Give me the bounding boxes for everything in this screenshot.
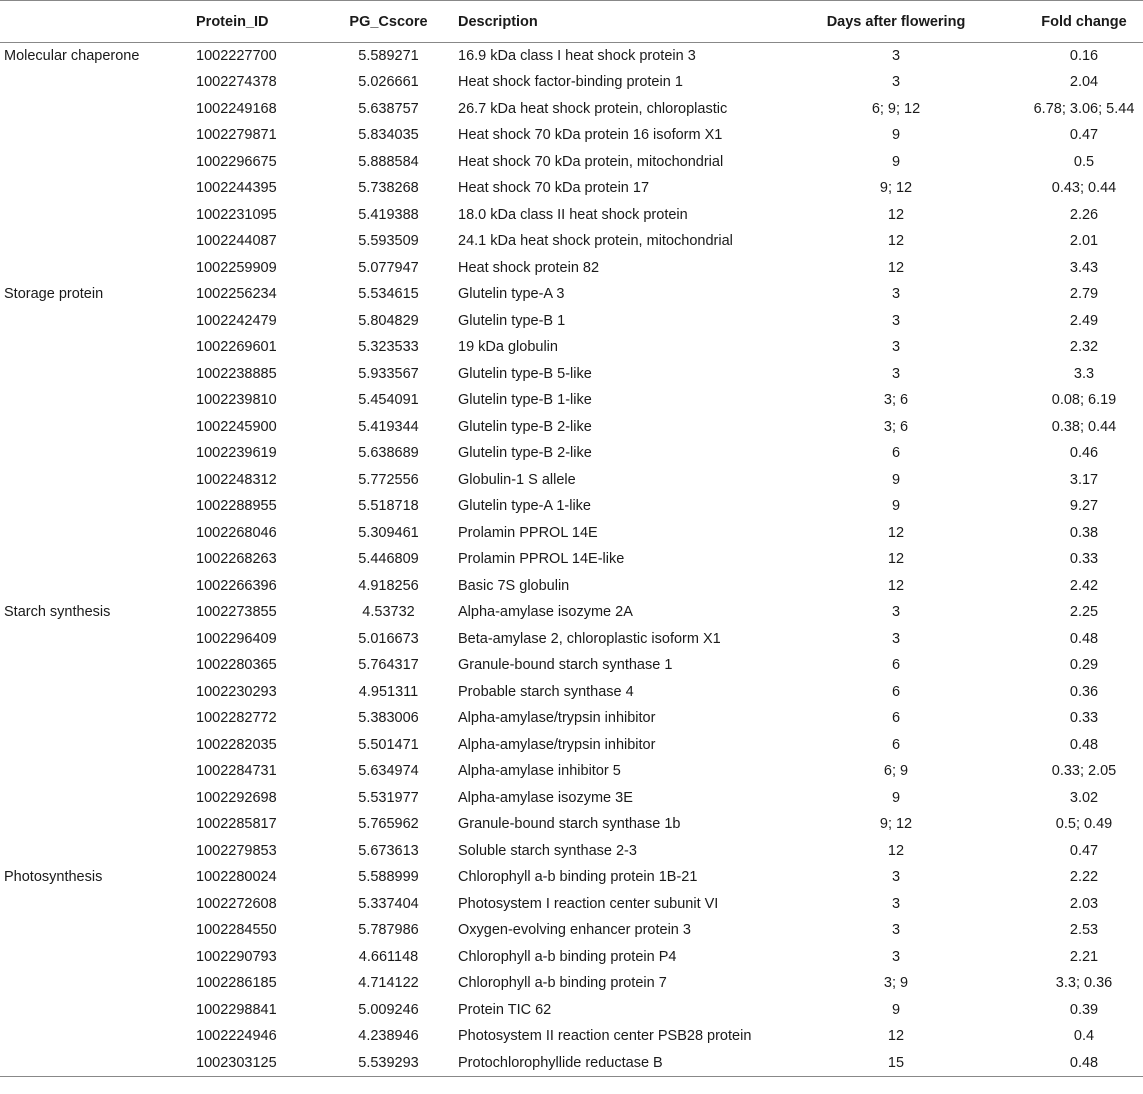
- row-protein-id: 1002272608: [196, 895, 277, 912]
- row-category: [0, 705, 196, 732]
- row-category: [0, 440, 196, 467]
- row-days-after-flowering: 6: [891, 710, 901, 727]
- row-pg-cscore: 5.446809: [358, 551, 419, 568]
- row-fold-change: 0.46: [1069, 445, 1099, 462]
- table-row: [0, 281, 1143, 308]
- row-protein-id: 1002279853: [196, 842, 277, 859]
- row-category: [0, 997, 196, 1024]
- row-description: Protein TIC 62: [458, 1001, 552, 1018]
- table-row: [0, 811, 1143, 838]
- row-category: [0, 255, 196, 282]
- row-protein-id: 1002231095: [196, 206, 277, 223]
- row-days-after-flowering: 3: [891, 922, 901, 939]
- row-pg-cscore: 5.077947: [358, 259, 419, 276]
- row-description: 19 kDa globulin: [458, 339, 558, 356]
- row-category: [0, 493, 196, 520]
- row-pg-cscore: 5.016673: [358, 630, 419, 647]
- row-category: [0, 970, 196, 997]
- row-protein-id: 1002274378: [196, 74, 277, 91]
- row-days-after-flowering: 3: [891, 312, 901, 329]
- table-row: [0, 361, 1143, 388]
- row-days-after-flowering: 9: [891, 789, 901, 806]
- row-category: [0, 1050, 196, 1077]
- row-protein-id: 1002288955: [196, 498, 277, 515]
- table-row: [0, 122, 1143, 149]
- row-days-after-flowering: 12: [887, 259, 905, 276]
- table-row: [0, 440, 1143, 467]
- row-category: Molecular chaperone: [4, 48, 140, 64]
- row-category: [0, 944, 196, 971]
- row-days-after-flowering: 3: [891, 869, 901, 886]
- row-description: Chlorophyll a-b binding protein P4: [458, 948, 677, 965]
- row-fold-change: 0.38; 0.44: [1051, 418, 1117, 435]
- row-pg-cscore: 5.026661: [358, 74, 419, 91]
- row-protein-id: 1002266396: [196, 577, 277, 594]
- row-fold-change: 3.3; 0.36: [1055, 975, 1113, 992]
- row-description: Globulin-1 S allele: [458, 471, 576, 488]
- row-days-after-flowering: 6; 9; 12: [871, 100, 921, 117]
- row-days-after-flowering: 6: [891, 445, 901, 462]
- row-category: [0, 1023, 196, 1050]
- row-pg-cscore: 5.764317: [358, 657, 419, 674]
- row-protein-id: 1002282772: [196, 710, 277, 727]
- row-protein-id: 1002296409: [196, 630, 277, 647]
- row-description: 24.1 kDa heat shock protein, mitochondrial: [458, 233, 733, 250]
- table-row: [0, 69, 1143, 96]
- row-description: Probable starch synthase 4: [458, 683, 634, 700]
- row-protein-id: 1002282035: [196, 736, 277, 753]
- row-category: [0, 520, 196, 547]
- row-protein-id: 1002280365: [196, 657, 277, 674]
- row-fold-change: 0.43; 0.44: [1051, 180, 1117, 197]
- table-row: [0, 43, 1143, 70]
- row-category: [0, 758, 196, 785]
- row-category: [0, 785, 196, 812]
- row-pg-cscore: 4.951311: [358, 683, 419, 700]
- row-days-after-flowering: 6; 9: [883, 763, 909, 780]
- row-fold-change: 2.03: [1069, 895, 1099, 912]
- row-days-after-flowering: 12: [887, 233, 905, 250]
- row-pg-cscore: 5.518718: [358, 498, 419, 515]
- row-fold-change: 2.25: [1069, 604, 1099, 621]
- row-pg-cscore: 5.534615: [358, 286, 419, 303]
- row-fold-change: 2.32: [1069, 339, 1099, 356]
- row-fold-change: 0.48: [989, 1050, 1143, 1077]
- row-fold-change: 0.33: [1069, 710, 1099, 727]
- row-description: Heat shock 70 kDa protein, mitochondrial: [458, 153, 724, 170]
- row-category: [0, 732, 196, 759]
- row-pg-cscore: 5.638757: [358, 100, 419, 117]
- row-protein-id: 1002248312: [196, 471, 277, 488]
- row-protein-id: 1002290793: [196, 948, 277, 965]
- row-description: Photosystem II reaction center PSB28 protein: [458, 1028, 752, 1045]
- row-pg-cscore: 5.787986: [358, 922, 419, 939]
- row-pg-cscore: 5.673613: [358, 842, 419, 859]
- row-days-after-flowering: 12: [887, 1028, 905, 1045]
- row-description: Photosystem I reaction center subunit VI: [458, 895, 719, 912]
- row-category: Storage protein: [4, 286, 104, 303]
- row-description: Heat shock protein 82: [458, 259, 600, 276]
- row-description: Heat shock 70 kDa protein 16 isoform X1: [458, 127, 723, 144]
- table-row: [0, 732, 1143, 759]
- header-protein-id: Protein_ID: [196, 1, 319, 43]
- row-pg-cscore: 5.888584: [358, 153, 419, 170]
- table-body: [0, 43, 1143, 1077]
- row-description: Prolamin PPROL 14E-like: [458, 551, 625, 568]
- row-description: Heat shock 70 kDa protein 17: [458, 180, 650, 197]
- table-row: [0, 864, 1143, 891]
- row-pg-cscore: 4.53732: [362, 604, 415, 621]
- row-fold-change: 0.29: [1069, 657, 1099, 674]
- row-days-after-flowering: 3: [891, 365, 901, 382]
- row-days-after-flowering: 3: [891, 339, 901, 356]
- table-row: [0, 387, 1143, 414]
- table-row: [0, 149, 1143, 176]
- row-protein-id: 1002259909: [196, 259, 277, 276]
- row-fold-change: 2.21: [1069, 948, 1099, 965]
- row-pg-cscore: 5.738268: [358, 180, 419, 197]
- table-row: [0, 917, 1143, 944]
- row-description: Alpha-amylase isozyme 3E: [458, 789, 633, 806]
- row-pg-cscore: 4.714122: [358, 975, 419, 992]
- row-fold-change: 9.27: [1069, 498, 1099, 515]
- row-pg-cscore: 5.834035: [358, 127, 419, 144]
- table-row: [0, 599, 1143, 626]
- row-protein-id: 1002273855: [196, 604, 277, 621]
- row-protein-id: 1002268046: [196, 524, 277, 541]
- table-row: [0, 679, 1143, 706]
- row-fold-change: 3.17: [1069, 471, 1099, 488]
- table-row: [0, 573, 1143, 600]
- row-days-after-flowering: 6: [891, 683, 901, 700]
- row-pg-cscore: 5.933567: [358, 365, 419, 382]
- row-protein-id: 1002244087: [196, 233, 277, 250]
- table-row: [0, 334, 1143, 361]
- row-protein-id: 1002224946: [196, 1028, 277, 1045]
- row-protein-id: 1002256234: [196, 286, 277, 303]
- row-protein-id: 1002284550: [196, 922, 277, 939]
- table-row: [0, 467, 1143, 494]
- table-row: [0, 202, 1143, 229]
- row-protein-id: 1002238885: [196, 365, 277, 382]
- row-category: [0, 122, 196, 149]
- row-days-after-flowering: 3: [891, 948, 901, 965]
- header-row: [0, 1, 1143, 43]
- row-days-after-flowering: 9: [891, 498, 901, 515]
- header-category: [0, 1, 196, 43]
- table-row: [0, 626, 1143, 653]
- row-protein-id: 1002244395: [196, 180, 277, 197]
- table-row: [0, 493, 1143, 520]
- row-description: Protochlorophyllide reductase B: [458, 1050, 803, 1077]
- row-description: Alpha-amylase/trypsin inhibitor: [458, 736, 656, 753]
- table-row: [0, 970, 1143, 997]
- row-pg-cscore: 5.589271: [358, 48, 419, 64]
- row-days-after-flowering: 3; 9: [883, 975, 909, 992]
- row-category: [0, 917, 196, 944]
- row-pg-cscore: 5.588999: [358, 869, 419, 886]
- row-protein-id: 1002285817: [196, 816, 277, 833]
- row-description: Glutelin type-B 2-like: [458, 418, 592, 435]
- row-protein-id: 1002286185: [196, 975, 277, 992]
- row-fold-change: 2.26: [1069, 206, 1099, 223]
- row-days-after-flowering: 12: [887, 842, 905, 859]
- row-pg-cscore: 5.765962: [358, 816, 419, 833]
- row-protein-id: 1002239810: [196, 392, 277, 409]
- table-row: [0, 520, 1143, 547]
- row-pg-cscore: 4.238946: [358, 1028, 419, 1045]
- row-days-after-flowering: 3: [891, 286, 901, 303]
- table-row: [0, 705, 1143, 732]
- row-description: Glutelin type-A 1-like: [458, 498, 591, 515]
- row-protein-id: 1002298841: [196, 1001, 277, 1018]
- table-row: [0, 652, 1143, 679]
- row-category: [0, 69, 196, 96]
- row-description: Beta-amylase 2, chloroplastic isoform X1: [458, 630, 721, 647]
- row-category: [0, 175, 196, 202]
- row-description: Heat shock factor-binding protein 1: [458, 74, 683, 91]
- table-row: [0, 758, 1143, 785]
- table-row: [0, 175, 1143, 202]
- row-pg-cscore: 5.634974: [358, 763, 419, 780]
- row-category: [0, 546, 196, 573]
- row-category: [0, 891, 196, 918]
- row-pg-cscore: 5.323533: [358, 339, 419, 356]
- row-days-after-flowering: 3: [891, 895, 901, 912]
- row-protein-id: 1002292698: [196, 789, 277, 806]
- row-category: [0, 149, 196, 176]
- row-pg-cscore: 5.419344: [358, 418, 419, 435]
- row-category: [0, 626, 196, 653]
- row-fold-change: 0.08; 6.19: [1051, 392, 1117, 409]
- row-category: [0, 652, 196, 679]
- row-fold-change: 0.48: [1069, 630, 1099, 647]
- row-days-after-flowering: 15: [803, 1050, 989, 1077]
- row-category: [0, 387, 196, 414]
- row-category: [0, 414, 196, 441]
- table-row: [0, 228, 1143, 255]
- row-description: 26.7 kDa heat shock protein, chloroplastic: [458, 100, 728, 117]
- header-pg-cscore: PG_Cscore: [319, 1, 458, 43]
- row-protein-id: 1002284731: [196, 763, 277, 780]
- row-protein-id: 1002239619: [196, 445, 277, 462]
- header-description: Description: [458, 1, 803, 43]
- row-days-after-flowering: 6: [891, 736, 901, 753]
- row-pg-cscore: 5.009246: [358, 1001, 419, 1018]
- row-category: [0, 811, 196, 838]
- row-description: Soluble starch synthase 2-3: [458, 842, 637, 859]
- row-fold-change: 0.47: [1069, 842, 1099, 859]
- row-description: Alpha-amylase inhibitor 5: [458, 763, 621, 780]
- table-row: [0, 255, 1143, 282]
- row-days-after-flowering: 12: [887, 577, 905, 594]
- row-pg-cscore: 5.772556: [358, 471, 419, 488]
- row-days-after-flowering: 3: [891, 48, 901, 64]
- row-fold-change: 3.02: [1069, 789, 1099, 806]
- row-fold-change: 2.53: [1069, 922, 1099, 939]
- row-description: Chlorophyll a-b binding protein 7: [458, 975, 667, 992]
- table-row: [0, 308, 1143, 335]
- row-pg-cscore: 5.539293: [319, 1050, 458, 1077]
- row-fold-change: 0.5: [1073, 153, 1095, 170]
- row-description: Glutelin type-A 3: [458, 286, 565, 303]
- row-pg-cscore: 5.309461: [358, 524, 419, 541]
- table-row: [0, 414, 1143, 441]
- row-pg-cscore: 5.531977: [358, 789, 419, 806]
- table-row: [0, 1023, 1143, 1050]
- row-fold-change: 0.36: [1069, 683, 1099, 700]
- row-pg-cscore: 5.593509: [358, 233, 419, 250]
- row-days-after-flowering: 3; 6: [883, 418, 909, 435]
- row-protein-id: 1002269601: [196, 339, 277, 356]
- row-fold-change: 0.48: [1069, 736, 1099, 753]
- row-days-after-flowering: 12: [887, 524, 905, 541]
- row-description: Prolamin PPROL 14E: [458, 524, 598, 541]
- row-fold-change: 2.79: [1069, 286, 1099, 303]
- table-row: [0, 96, 1143, 123]
- row-pg-cscore: 5.804829: [358, 312, 419, 329]
- row-fold-change: 2.01: [1069, 233, 1099, 250]
- row-fold-change: 0.5; 0.49: [1055, 816, 1113, 833]
- row-category: [0, 467, 196, 494]
- table-row: [0, 838, 1143, 865]
- row-days-after-flowering: 9: [891, 1001, 901, 1018]
- row-category: [0, 96, 196, 123]
- row-fold-change: 3.43: [1069, 259, 1099, 276]
- header-fold-change: Fold change: [989, 1, 1143, 43]
- row-pg-cscore: 5.337404: [358, 895, 419, 912]
- row-category: [0, 573, 196, 600]
- row-fold-change: 2.04: [1069, 74, 1099, 91]
- row-description: Granule-bound starch synthase 1: [458, 657, 673, 674]
- row-fold-change: 2.22: [1069, 869, 1099, 886]
- row-fold-change: 6.78; 3.06; 5.44: [1033, 100, 1135, 117]
- table-row: [0, 1050, 1143, 1077]
- row-fold-change: 0.4: [1073, 1028, 1095, 1045]
- row-protein-id: 1002296675: [196, 153, 277, 170]
- row-category: [0, 361, 196, 388]
- row-fold-change: 2.42: [1069, 577, 1099, 594]
- row-category: [0, 679, 196, 706]
- table-row: [0, 785, 1143, 812]
- row-description: Glutelin type-B 5-like: [458, 365, 592, 382]
- row-category: [0, 308, 196, 335]
- row-days-after-flowering: 3; 6: [883, 392, 909, 409]
- row-protein-id: 1002242479: [196, 312, 277, 329]
- row-pg-cscore: 5.383006: [358, 710, 419, 727]
- table-row: [0, 891, 1143, 918]
- row-days-after-flowering: 9: [891, 471, 901, 488]
- row-description: 16.9 kDa class I heat shock protein 3: [458, 48, 696, 64]
- row-description: Basic 7S globulin: [458, 577, 570, 594]
- row-category: Photosynthesis: [4, 869, 103, 886]
- row-fold-change: 3.3: [1073, 365, 1095, 382]
- row-days-after-flowering: 9: [891, 153, 901, 170]
- row-days-after-flowering: 9; 12: [879, 180, 913, 197]
- row-pg-cscore: 4.661148: [358, 948, 419, 965]
- row-description: Alpha-amylase isozyme 2A: [458, 604, 633, 621]
- row-protein-id: 1002279871: [196, 127, 277, 144]
- row-fold-change: 0.38: [1069, 524, 1099, 541]
- row-pg-cscore: 5.454091: [358, 392, 419, 409]
- row-days-after-flowering: 3: [891, 604, 901, 621]
- row-days-after-flowering: 9; 12: [879, 816, 913, 833]
- row-pg-cscore: 5.501471: [358, 736, 419, 753]
- row-fold-change: 0.39: [1069, 1001, 1099, 1018]
- row-pg-cscore: 4.918256: [358, 577, 419, 594]
- row-description: Glutelin type-B 2-like: [458, 445, 592, 462]
- row-description: 18.0 kDa class II heat shock protein: [458, 206, 688, 223]
- row-description: Glutelin type-B 1: [458, 312, 566, 329]
- row-category: Starch synthesis: [4, 604, 111, 621]
- row-pg-cscore: 5.638689: [358, 445, 419, 462]
- row-protein-id: 1002249168: [196, 100, 277, 117]
- row-description: Granule-bound starch synthase 1b: [458, 816, 681, 833]
- row-description: Glutelin type-B 1-like: [458, 392, 592, 409]
- row-protein-id: 1002230293: [196, 683, 277, 700]
- row-days-after-flowering: 3: [891, 74, 901, 91]
- row-days-after-flowering: 12: [887, 551, 905, 568]
- row-category: [0, 202, 196, 229]
- row-days-after-flowering: 3: [891, 630, 901, 647]
- row-protein-id: 1002268263: [196, 551, 277, 568]
- row-protein-id: 1002245900: [196, 418, 277, 435]
- row-protein-id: 1002303125: [196, 1050, 319, 1077]
- row-fold-change: 0.47: [1069, 127, 1099, 144]
- row-fold-change: 0.16: [1069, 48, 1099, 64]
- row-protein-id: 1002227700: [196, 48, 277, 64]
- row-description: Alpha-amylase/trypsin inhibitor: [458, 710, 656, 727]
- table-row: [0, 944, 1143, 971]
- row-category: [0, 838, 196, 865]
- table-row: [0, 997, 1143, 1024]
- row-description: Chlorophyll a-b binding protein 1B-21: [458, 869, 698, 886]
- row-category: [0, 334, 196, 361]
- row-protein-id: 1002280024: [196, 869, 277, 886]
- row-fold-change: 0.33: [1069, 551, 1099, 568]
- row-category: [0, 228, 196, 255]
- row-description: Oxygen-evolving enhancer protein 3: [458, 922, 691, 939]
- row-pg-cscore: 5.419388: [358, 206, 419, 223]
- row-days-after-flowering: 6: [891, 657, 901, 674]
- row-days-after-flowering: 9: [891, 127, 901, 144]
- row-days-after-flowering: 12: [887, 206, 905, 223]
- row-fold-change: 2.49: [1069, 312, 1099, 329]
- header-days-after-flowering: Days after flowering: [803, 1, 989, 43]
- table-row: [0, 546, 1143, 573]
- row-fold-change: 0.33; 2.05: [1051, 763, 1117, 780]
